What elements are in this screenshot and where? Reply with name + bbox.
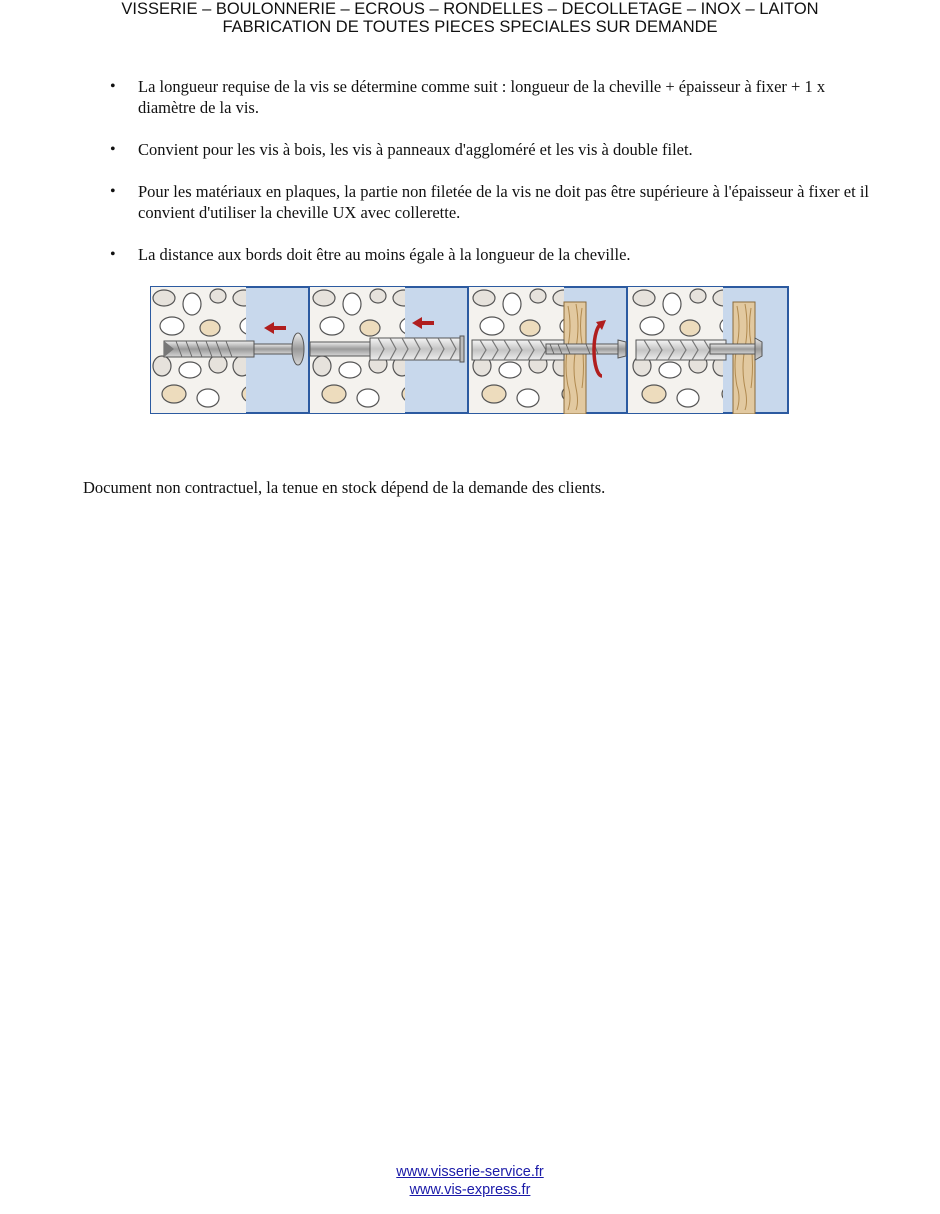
list-item (104, 76, 874, 118)
bullet-icon: • (110, 141, 116, 158)
panel-screw-in (469, 287, 627, 414)
panel-finished (628, 287, 788, 414)
page-footer (0, 1163, 940, 1199)
header-line-1: VISSERIE – BOULONNERIE – ECROUS – RONDELLES – DECOLLETAGE – INOX – LAITON (121, 0, 819, 18)
list-item (104, 244, 874, 265)
list-item-text: Convient pour les vis à bois, les vis à panneaux d'aggloméré et les vis à double filet. (138, 140, 693, 159)
page-header (0, 0, 940, 36)
footer-link-visserie-service[interactable]: www.visserie-service.fr (396, 1164, 544, 1180)
list-item (104, 139, 874, 160)
bullet-icon: • (110, 78, 116, 95)
bullet-icon: • (110, 183, 116, 200)
header-line-2: FABRICATION DE TOUTES PIECES SPECIALES SUR DEMANDE (222, 18, 718, 36)
bullet-icon: • (110, 246, 116, 263)
instruction-list (104, 76, 874, 286)
panel-drill (151, 287, 309, 413)
installation-diagram (150, 286, 790, 414)
panel-insert-plug (310, 287, 468, 413)
list-item-text: La distance aux bords doit être au moins égale à la longueur de la cheville. (138, 245, 631, 264)
footer-link-vis-express[interactable]: www.vis-express.fr (409, 1182, 531, 1198)
list-item-text: Pour les matériaux en plaques, la partie non filetée de la vis ne doit pas être supérieure à l'épaisseur à fixer et il convient d'utiliser la cheville UX avec collerette. (138, 182, 869, 222)
list-item-text: La longueur requise de la vis se détermine comme suit : longueur de la cheville + épaisseur à fixer + 1 x diamètre de la vis. (138, 77, 826, 117)
list-item (104, 181, 874, 223)
disclaimer-note: Document non contractuel, la tenue en stock dépend de la demande des clients. (83, 478, 606, 497)
